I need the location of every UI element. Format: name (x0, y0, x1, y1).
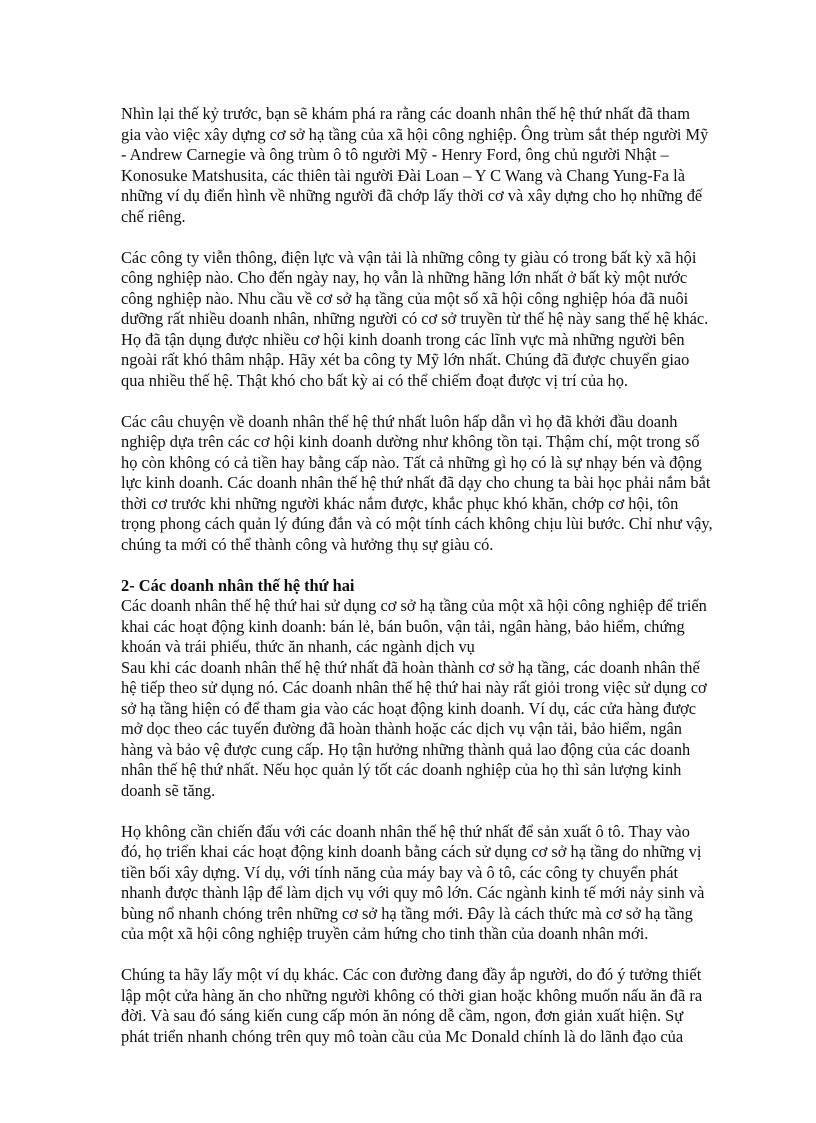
paragraph-7: Chúng ta hãy lấy một ví dụ khác. Các con đường đang đầy ắp người, do đó ý tưởng thiết lập một cửa hàng ăn cho những người không có thời gian hoặc không muốn nấu ăn đã ra đời. Và sau đó sáng kiến cung cấp món ăn nóng dễ cầm, ngon, đơn giản xuất hiện. Sự phát triển nhanh chóng trên quy mô toàn cầu của Mc Donald chính là do lãnh đạo của (121, 965, 703, 1046)
document-body (121, 104, 713, 1047)
paragraph-3: Các câu chuyện về doanh nhân thế hệ thứ nhất luôn hấp dẫn vì họ đã khởi đầu doanh nghiệp dựa trên các cơ hội kinh doanh dường như không tồn tại. Thậm chí, một trong số họ còn không có cả tiền hay bằng cấp nào. Tất cả những gì họ có là sự nhạy bén và động lực kinh doanh. Các doanh nhân thế hệ thứ nhất đã dạy cho chung ta bài học phải nắm bắt thời cơ trước khi những người khác nắm được, khắc phục khó khăn, chớp cơ hội, tôn trọng phong cách quản lý đúng đắn và có một tính cách không chịu lùi bước. Chỉ như vậy, chúng ta mới có thể thành công và hưởng thụ sự giàu có. (121, 411, 713, 554)
paragraph-2: Các công ty viễn thông, điện lực và vận tải là những công ty giàu có trong bất kỳ xã hội công nghiệp nào. Cho đến ngày nay, họ vẫn là những hãng lớn nhất ở bất kỳ một nước công nghiệp nào. Nhu cầu về cơ sở hạ tầng của một số xã hội công nghiệp hóa đã nuôi dưỡng rất nhiều doanh nhân, những người có cơ sở truyền từ thế hệ này sang thế hệ khác. Họ đã tận dụng được nhiều cơ hội kinh doanh trong các lĩnh vực mà những người bên ngoài rất khó thâm nhập. Hãy xét ba công ty Mỹ lớn nhất. Chúng đã được chuyển giao qua nhiều thế hệ. Thật khó cho bất kỳ ai có thể chiếm đoạt được vị trí của họ. (121, 247, 709, 390)
paragraph-6: Họ không cần chiến đấu với các doanh nhân thế hệ thứ nhất để sản xuất ô tô. Thay vào đó, họ triển khai các hoạt động kinh doanh bằng cách sử dụng cơ sở hạ tầng do những vị tiền bối xây dựng. Ví dụ, với tính năng của máy bay và ô tô, các công ty chuyển phát nhanh được thành lập để làm dịch vụ với quy mô lớn. Các ngành kinh tế mới nảy sinh và bùng nổ nhanh chóng trên những cơ sở hạ tầng mới. Đây là cách thức mà cơ sở hạ tầng của một xã hội công nghiệp truyền cảm hứng cho tinh thần của doanh nhân mới. (121, 821, 705, 943)
paragraph-4: Các doanh nhân thế hệ thứ hai sử dụng cơ sở hạ tầng của một xã hội công nghiệp để triển khai các hoạt động kinh doanh: bán lẻ, bán buôn, vận tải, ngân hàng, bảo hiểm, chứng khoán và trái phiếu, thức ăn nhanh, các ngành dịch vụ (121, 596, 707, 656)
paragraph-1: Nhìn lại thế kỷ trước, bạn sẽ khám phá ra rằng các doanh nhân thế hệ thứ nhất đã tham gia vào việc xây dựng cơ sở hạ tầng của xã hội công nghiệp. Ông trùm sắt thép người Mỹ - Andrew Carnegie và ông trùm ô tô người Mỹ - Henry Ford, ông chủ người Nhật – Konosuke Matshusita, các thiên tài người Đài Loan – Y C Wang và Chang Yung-Fa là những ví dụ điển hình về những người đã chớp lấy thời cơ và xây dựng cho họ những đế chế riêng. (121, 104, 709, 226)
paragraph-5: Sau khi các doanh nhân thế hệ thứ nhất đã hoàn thành cơ sở hạ tầng, các doanh nhân thế hệ tiếp theo sử dụng nó. Các doanh nhân thế hệ thứ hai này rất giỏi trong việc sử dụng cơ sở hạ tầng hiện có để tham gia vào các hoạt động kinh doanh. Ví dụ, các cửa hàng được mở dọc theo các tuyến đường đã hoàn thành hoặc các dịch vụ vận tải, bảo hiểm, ngân hàng và bảo vệ được cung cấp. Họ tận hưởng những thành quả lao động của các doanh nhân thế hệ thứ nhất. Nếu học quản lý tốt các doanh nghiệp của họ thì sản lượng kinh doanh sẽ tăng. (121, 657, 707, 800)
section-heading: 2- Các doanh nhân thế hệ thứ hai (121, 575, 355, 595)
